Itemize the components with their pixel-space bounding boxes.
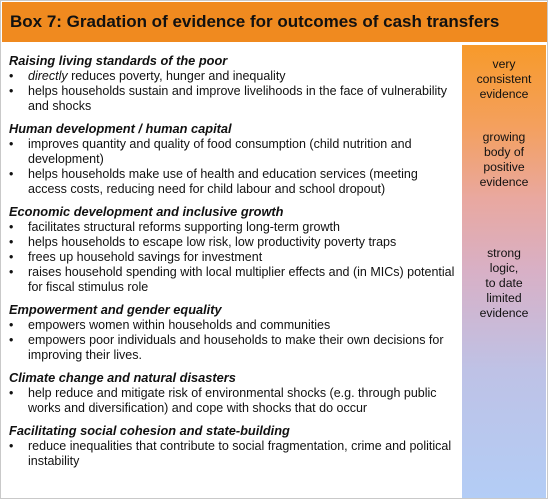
evidence-label-consistent <box>462 57 546 102</box>
bullet-item <box>9 333 455 363</box>
bullet-list <box>9 220 455 295</box>
label-line: evidence <box>479 87 529 101</box>
bullet-item <box>9 220 455 235</box>
bullet-list <box>9 318 455 363</box>
bullet-item <box>9 265 455 295</box>
section-human-development <box>9 121 455 197</box>
bullet-text: helps households make use of health and education services (meeting access costs, reducing need for child labour and school dropout) <box>28 167 418 196</box>
label-line: positive <box>483 160 525 174</box>
bullet-item <box>9 84 455 114</box>
evidence-gradient-bar <box>462 45 546 498</box>
evidence-label-growing <box>462 130 546 190</box>
bullet-text: frees up household savings for investment <box>28 250 263 264</box>
bullet-text: improves quantity and quality of food consumption (child nutrition and development) <box>28 137 412 166</box>
section-title: Economic development and inclusive growth <box>9 204 284 219</box>
bullet-list <box>9 386 455 416</box>
section-social-cohesion <box>9 423 455 469</box>
label-line: body of <box>484 145 524 159</box>
bullet-text: empowers poor individuals and households to make their own decisions for improving their lives. <box>28 333 444 362</box>
section-title: Facilitating social cohesion and state-building <box>9 423 290 438</box>
bullet-text: facilitates structural reforms supporting long-term growth <box>28 220 340 234</box>
bullet-item <box>9 318 455 333</box>
bullet-text: empowers women within households and communities <box>28 318 331 332</box>
label-line: logic, <box>489 261 519 275</box>
section-empowerment <box>9 302 455 363</box>
label-line: very <box>492 57 516 71</box>
bullet-list <box>9 439 455 469</box>
bullet-item <box>9 386 455 416</box>
label-line: to date <box>485 276 523 290</box>
bullet-item <box>9 250 455 265</box>
section-title: Human development / human capital <box>9 121 232 136</box>
bullet-list <box>9 137 455 197</box>
bullet-list <box>9 69 455 114</box>
bullet-emphasis: directly <box>28 69 68 83</box>
label-line: strong <box>487 246 521 260</box>
label-line: limited <box>486 291 522 305</box>
section-living-standards <box>9 53 455 114</box>
bullet-item <box>9 137 455 167</box>
evidence-label-limited <box>462 246 546 321</box>
section-title: Climate change and natural disasters <box>9 370 236 385</box>
label-line: growing <box>482 130 526 144</box>
label-line: consistent <box>476 72 532 86</box>
bullet-text: helps households to escape low risk, low productivity poverty traps <box>28 235 397 249</box>
bullet-text: helps households sustain and improve livelihoods in the face of vulnerability and shocks <box>28 84 448 113</box>
section-economic-development <box>9 204 455 295</box>
bullet-text: reduce inequalities that contribute to social fragmentation, crime and political instability <box>28 439 452 468</box>
bullet-item <box>9 235 455 250</box>
box-header <box>2 2 547 42</box>
section-climate-change <box>9 370 455 416</box>
bullet-item <box>9 439 455 469</box>
label-line: evidence <box>479 306 529 320</box>
section-title: Raising living standards of the poor <box>9 53 228 68</box>
box-title: Box 7: Gradation of evidence for outcomes of cash transfers <box>10 12 500 31</box>
bullet-text: reduces poverty, hunger and inequality <box>67 69 286 83</box>
bullet-text: help reduce and mitigate risk of environmental shocks (e.g. through public works and diversification) and cope with shocks that do occur <box>28 386 437 415</box>
outcomes-list <box>9 53 455 476</box>
bullet-item <box>9 167 455 197</box>
bullet-text: raises household spending with local multiplier effects and (in MICs) potential for fiscal stimulus role <box>28 265 455 294</box>
bullet-item <box>9 69 455 84</box>
label-line: evidence <box>479 175 529 189</box>
section-title: Empowerment and gender equality <box>9 302 222 317</box>
